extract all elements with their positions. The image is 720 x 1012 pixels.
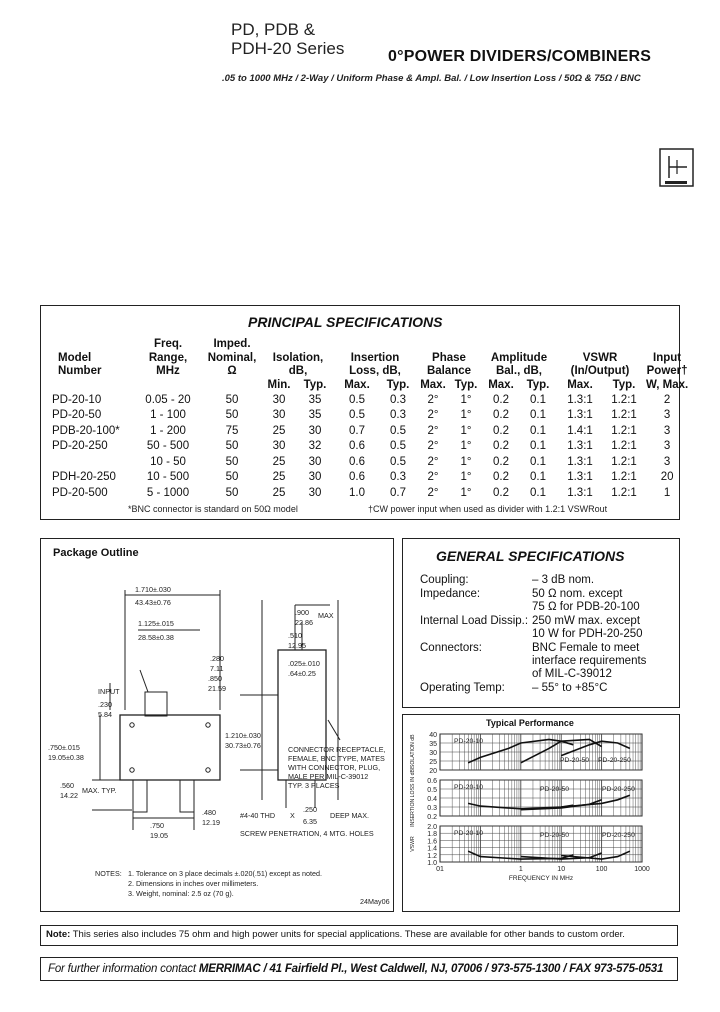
package-outline-title: Package Outline: [53, 547, 139, 559]
footer-contact: [48, 963, 663, 975]
spec-row: [50, 423, 690, 439]
spec-cell: 0.2: [493, 409, 509, 422]
note-text: [46, 929, 625, 940]
series-line-1: PD, PDB &: [231, 20, 316, 39]
connector-note-4: MALE PER MIL-C-39012: [288, 772, 369, 781]
note-2: 2. Dimensions in inches over millimeters.: [128, 879, 259, 888]
dim-max: MAX: [318, 611, 334, 620]
footer-prefix: For further information contact: [48, 963, 199, 975]
header-model: Model Number: [58, 351, 102, 377]
general-spec-value: 75 Ω for PDB-20-100: [532, 601, 640, 613]
screw-note: SCREW PENETRATION, 4 MTG. HOLES: [240, 829, 374, 838]
series-label: PD-20-10: [454, 784, 484, 791]
spec-cell: 2°: [427, 424, 439, 437]
y-axis-label: ISOLATION dB: [410, 734, 416, 770]
spec-cell: 50: [225, 409, 239, 422]
general-spec-value: 250 mW max. except: [532, 615, 641, 627]
spec-cell: 2: [663, 393, 671, 406]
dim-10: 1.210±.030: [225, 731, 261, 740]
subheader-iso-min: Min.: [267, 378, 291, 391]
dim-6: .510: [288, 631, 302, 640]
model-cell: PD-20-250: [52, 440, 108, 453]
spec-cell: 0.7: [349, 424, 365, 437]
principal-specs-title: PRINCIPAL SPECIFICATIONS: [248, 314, 443, 330]
spec-cell: 0.3: [390, 471, 406, 484]
page-title: 0°POWER DIVIDERS/COMBINERS: [388, 48, 652, 65]
header-insertion: Insertion Loss, dB,: [349, 351, 401, 377]
general-spec-value: of MIL-C-39012: [532, 668, 612, 680]
connector-note-2: FEMALE, BNC TYPE, MATES: [288, 754, 385, 763]
specs-subheader-row: [50, 379, 690, 393]
spec-cell: 32: [308, 440, 322, 453]
spec-cell: 1.3:1: [567, 409, 593, 422]
spec-cell: 0.5: [349, 409, 365, 422]
spec-cell: 30: [308, 486, 322, 499]
y-tick-label: 2.0: [427, 824, 437, 831]
drawing-date: 24May06: [360, 897, 390, 906]
spec-cell: 0.6: [349, 471, 365, 484]
package-outline-drawing: [40, 560, 394, 910]
spec-cell: 30: [272, 440, 286, 453]
spec-cell: 10 - 50: [150, 455, 186, 468]
dim-8: .230: [98, 700, 112, 709]
spec-cell: 1°: [460, 424, 472, 437]
x-tick-label: 100: [595, 866, 608, 873]
y-tick-label: 25: [429, 759, 437, 766]
spec-row: [50, 485, 690, 501]
dim-1: 1.710±.030: [135, 585, 171, 594]
spec-cell: 1.3:1: [567, 455, 593, 468]
dim-8m: 5.84: [98, 710, 112, 719]
model-cell: PD-20-500: [52, 486, 108, 499]
spec-cell: 0.05 - 20: [145, 393, 191, 406]
spec-cell: 0.3: [390, 393, 406, 406]
spec-cell: 3: [663, 440, 671, 453]
subheader-amp-max: Max.: [488, 378, 514, 391]
spec-cell: 3: [663, 455, 671, 468]
spec-cell: 25: [272, 486, 286, 499]
spec-cell: 0.1: [530, 440, 546, 453]
dim-9: .750±.015: [48, 743, 80, 752]
spec-cell: 1.3:1: [567, 471, 593, 484]
spec-cell: 0.1: [530, 409, 546, 422]
spec-row: [50, 470, 690, 486]
spec-cell: 2°: [427, 471, 439, 484]
spec-cell: 1°: [460, 486, 472, 499]
note-label: Note:: [46, 929, 71, 940]
note-3: 3. Weight, nominal: 2.5 oz (70 g).: [128, 889, 234, 898]
spec-cell: 25: [272, 455, 286, 468]
spec-cell: 1.3:1: [567, 393, 593, 406]
spec-row: [50, 454, 690, 470]
note-1: 1. Tolerance on 3 place decimals ±.020(.51) except as noted.: [128, 869, 322, 878]
y-tick-label: 0.3: [427, 805, 437, 812]
y-tick-label: 0.4: [427, 796, 437, 803]
dim-4: .850: [208, 674, 222, 683]
subheader-iso-typ: Typ.: [303, 378, 327, 391]
spec-cell: 0.2: [493, 486, 509, 499]
chart-title: Typical Performance: [486, 718, 574, 728]
series-title: [231, 20, 344, 58]
dim-7: .025±.010: [288, 659, 320, 668]
spec-cell: 10 - 500: [146, 471, 190, 484]
header-isolation: Isolation, dB,: [272, 351, 324, 377]
series-label: PD-20-10: [454, 830, 484, 837]
dim-13: .750: [150, 821, 164, 830]
y-tick-label: 30: [429, 750, 437, 757]
subheader-ph-typ: Typ.: [454, 378, 478, 391]
spec-cell: 30: [308, 424, 322, 437]
model-cell: PD-20-50: [52, 409, 102, 422]
spec-cell: 20: [660, 471, 674, 484]
general-spec-label: Internal Load Dissip.:: [420, 615, 529, 627]
spec-cell: 2°: [427, 455, 439, 468]
subheader-il-typ: Typ.: [386, 378, 410, 391]
subheader-ph-max: Max.: [420, 378, 446, 391]
spec-cell: 0.2: [493, 455, 509, 468]
subheader-blank: [134, 379, 202, 393]
dim-10m: 30.73±0.76: [225, 741, 261, 750]
general-spec-label: Operating Temp:: [420, 682, 505, 694]
dim-3m: 7.11: [210, 664, 224, 673]
spec-cell: 0.5: [390, 424, 406, 437]
model-cell: PDH-20-250: [52, 471, 116, 484]
y-axis-label: INSERTION LOSS IN dB: [410, 769, 416, 827]
spec-cell: 1.2:1: [611, 409, 637, 422]
dim-7m: .64±0.25: [288, 669, 316, 678]
spec-cell: 1°: [460, 409, 472, 422]
general-spec-value: – 55° to +85°C: [532, 682, 608, 694]
spec-cell: 1 - 200: [150, 424, 186, 437]
spec-cell: 0.2: [493, 393, 509, 406]
spec-cell: 0.5: [390, 440, 406, 453]
header-amplitude: Amplitude Bal., dB,: [490, 351, 548, 377]
spec-cell: 3: [663, 409, 671, 422]
series-label: PD-20-50: [540, 832, 570, 839]
y-tick-label: 35: [429, 741, 437, 748]
general-spec-label: Coupling:: [420, 574, 469, 586]
y-tick-label: 0.2: [427, 814, 437, 821]
spec-cell: 1.4:1: [567, 424, 593, 437]
spec-cell: 30: [308, 455, 322, 468]
spec-row: [50, 392, 690, 408]
dim-11: .560: [60, 781, 74, 790]
notes-label: NOTES:: [95, 869, 122, 878]
specs-table: [50, 338, 690, 501]
dim-5: .900: [295, 608, 309, 617]
y-axis-label: VSWR: [410, 836, 416, 852]
header-imped: Imped. Nominal, Ω: [207, 338, 257, 377]
subheader-il-max: Max.: [344, 378, 370, 391]
model-cell: PDB-20-100*: [52, 424, 120, 437]
spec-cell: 50: [225, 393, 239, 406]
spec-cell: 0.7: [390, 486, 406, 499]
spec-cell: 35: [308, 409, 322, 422]
series-label: PD-20-250: [602, 832, 635, 839]
spec-cell: 1.2:1: [611, 455, 637, 468]
spec-cell: 0.6: [349, 440, 365, 453]
dim-4m: 21.59: [208, 684, 226, 693]
model-cell: [50, 454, 134, 470]
header-power: Input Power†: [646, 351, 688, 377]
spec-cell: 0.5: [390, 455, 406, 468]
thread-spec: #4-40 THD: [240, 811, 276, 820]
general-spec-value: 10 W for PDH-20-250: [532, 628, 643, 640]
footnote-bnc: *BNC connector is standard on 50Ω model: [128, 504, 298, 514]
dim-13m: 19.05: [150, 831, 168, 840]
dim-11m: 14.22: [60, 791, 78, 800]
general-spec-value: interface requirements: [532, 655, 647, 667]
general-spec-label: Impedance:: [420, 588, 481, 600]
spec-cell: 2°: [427, 393, 439, 406]
series-label: PD-20-50: [560, 757, 590, 764]
dim-5m: 22.86: [295, 618, 313, 627]
spec-cell: 1.2:1: [611, 424, 637, 437]
depth-mm: 6.35: [303, 817, 317, 826]
y-tick-label: 1.0: [427, 860, 437, 867]
spec-cell: 75: [225, 424, 239, 437]
spec-cell: 1°: [460, 393, 472, 406]
header-freq: Freq. Range, MHz: [148, 338, 188, 377]
dim-max-typ: MAX. TYP.: [82, 786, 117, 795]
logo-icon: [659, 148, 695, 188]
spec-cell: 2°: [427, 409, 439, 422]
spec-cell: 1.3:1: [567, 486, 593, 499]
x-tick-label: 1: [518, 866, 523, 873]
spec-cell: 0.6: [349, 455, 365, 468]
dim-9m: 19.05±0.38: [48, 753, 84, 762]
subheader-blank: [202, 379, 262, 393]
spec-row: [50, 408, 690, 424]
spec-cell: 2°: [427, 486, 439, 499]
spec-cell: 1°: [460, 440, 472, 453]
spec-cell: 25: [272, 424, 286, 437]
spec-cell: 50: [225, 486, 239, 499]
header-phase: Phase Balance: [426, 351, 472, 377]
connector-note-5: TYP. 3 PLACES: [288, 781, 340, 790]
spec-cell: 0.3: [390, 409, 406, 422]
spec-cell: 0.1: [530, 455, 546, 468]
subheader-vswr-typ: Typ.: [612, 378, 636, 391]
spec-cell: 30: [272, 409, 286, 422]
dim-2m: 28.58±0.38: [138, 633, 174, 642]
subtitle: .05 to 1000 MHz / 2-Way / Uniform Phase & Ampl. Bal. / Low Insertion Loss / 50Ω & 75Ω / BNC: [222, 73, 641, 84]
y-tick-label: 1.6: [427, 838, 437, 846]
dim-3: .280: [210, 654, 224, 663]
spec-cell: 1.2:1: [611, 393, 637, 406]
dim-12m: 12.19: [202, 818, 220, 827]
spec-cell: 1: [663, 486, 671, 499]
y-tick-label: 1.8: [427, 831, 437, 839]
spec-cell: 1°: [460, 455, 472, 468]
general-spec-value: 50 Ω nom. except: [532, 588, 623, 600]
spec-cell: 1.2:1: [611, 440, 637, 453]
spec-cell: 50 - 500: [146, 440, 190, 453]
series-line-2: PDH-20 Series: [231, 39, 345, 58]
dim-1m: 43.43±0.76: [135, 598, 171, 607]
spec-cell: 0.5: [349, 393, 365, 406]
spec-cell: 2°: [427, 440, 439, 453]
footnote-cw: †CW power input when used as divider with 1.2:1 VSWRout: [368, 504, 608, 514]
spec-cell: 30: [272, 393, 286, 406]
y-tick-label: 1.2: [427, 852, 437, 860]
spec-cell: 1.2:1: [611, 486, 637, 499]
spec-cell: 1.2:1: [611, 471, 637, 484]
general-specs-title: GENERAL SPECIFICATIONS: [436, 548, 625, 564]
spec-cell: 0.1: [530, 471, 546, 484]
spec-cell: 0.2: [493, 424, 509, 437]
y-tick-label: 40: [429, 732, 437, 739]
model-cell: PD-20-10: [52, 393, 102, 406]
spec-cell: 0.1: [530, 424, 546, 437]
general-spec-label: Connectors:: [420, 642, 483, 654]
general-spec-value: – 3 dB nom.: [532, 574, 595, 586]
spec-cell: 0.2: [493, 471, 509, 484]
footer-company: MERRIMAC / 41 Fairfield Pl., West Caldwell, NJ, 07006 / 973-575-1300 / FAX 973-575-0531: [198, 963, 664, 975]
dim-6m: 12.95: [288, 641, 306, 650]
spec-cell: 1.3:1: [567, 440, 593, 453]
spec-cell: 50: [225, 440, 239, 453]
x-axis-label: FREQUENCY IN MHz: [508, 875, 574, 882]
specs-header-row: [50, 338, 690, 379]
general-spec-value: BNC Female to meet: [532, 642, 640, 654]
spec-cell: 35: [308, 393, 322, 406]
spec-cell: 0.1: [530, 486, 546, 499]
header-power-3: W, Max.: [646, 378, 689, 391]
spec-row: [50, 439, 690, 455]
x-tick-label: 10: [557, 866, 566, 873]
series-label: PD-20-250: [602, 786, 635, 793]
spec-cell: 3: [663, 424, 671, 437]
connector-note-1: CONNECTOR RECEPTACLE,: [288, 745, 386, 754]
subheader-blank: [50, 379, 134, 393]
spec-cell: 0.2: [493, 440, 509, 453]
series-label: PD-20-250: [598, 757, 631, 764]
spec-cell: 1°: [460, 471, 472, 484]
subheader-amp-typ: Typ.: [526, 378, 550, 391]
header-vswr: VSWR (In/Output): [570, 351, 630, 377]
y-tick-label: 20: [429, 768, 437, 775]
series-label: PD-20-50: [540, 786, 570, 793]
input-label: INPUT: [98, 687, 120, 696]
depth: .250: [303, 805, 317, 814]
spec-cell: 0.1: [530, 393, 546, 406]
spec-cell: 30: [308, 471, 322, 484]
thread-x: X: [290, 811, 295, 820]
spec-cell: 50: [225, 471, 239, 484]
connector-note-3: WITH CONNECTOR, PLUG,: [288, 763, 381, 772]
subheader-vswr-max: Max.: [567, 378, 593, 391]
x-tick-label: 1000: [634, 866, 650, 873]
dim-12: .480: [202, 808, 216, 817]
typical-performance-chart: [402, 728, 680, 910]
y-tick-label: 1.4: [427, 845, 437, 853]
note-body: This series also includes 75 ohm and high power units for special applications. These are available for other bands to custom order.: [70, 929, 625, 940]
spec-cell: 50: [225, 455, 239, 468]
spec-cell: 5 - 1000: [146, 486, 190, 499]
dim-2: 1.125±.015: [138, 619, 174, 628]
x-tick-label: 01: [436, 866, 444, 873]
spec-cell: 1 - 100: [150, 409, 186, 422]
spec-cell: 25: [272, 471, 286, 484]
spec-cell: 1.0: [349, 486, 365, 499]
y-tick-label: 0.6: [427, 778, 437, 785]
series-label: PD-20-10: [454, 738, 484, 745]
deep-max: DEEP MAX.: [330, 811, 370, 820]
y-tick-label: 0.5: [427, 787, 437, 794]
